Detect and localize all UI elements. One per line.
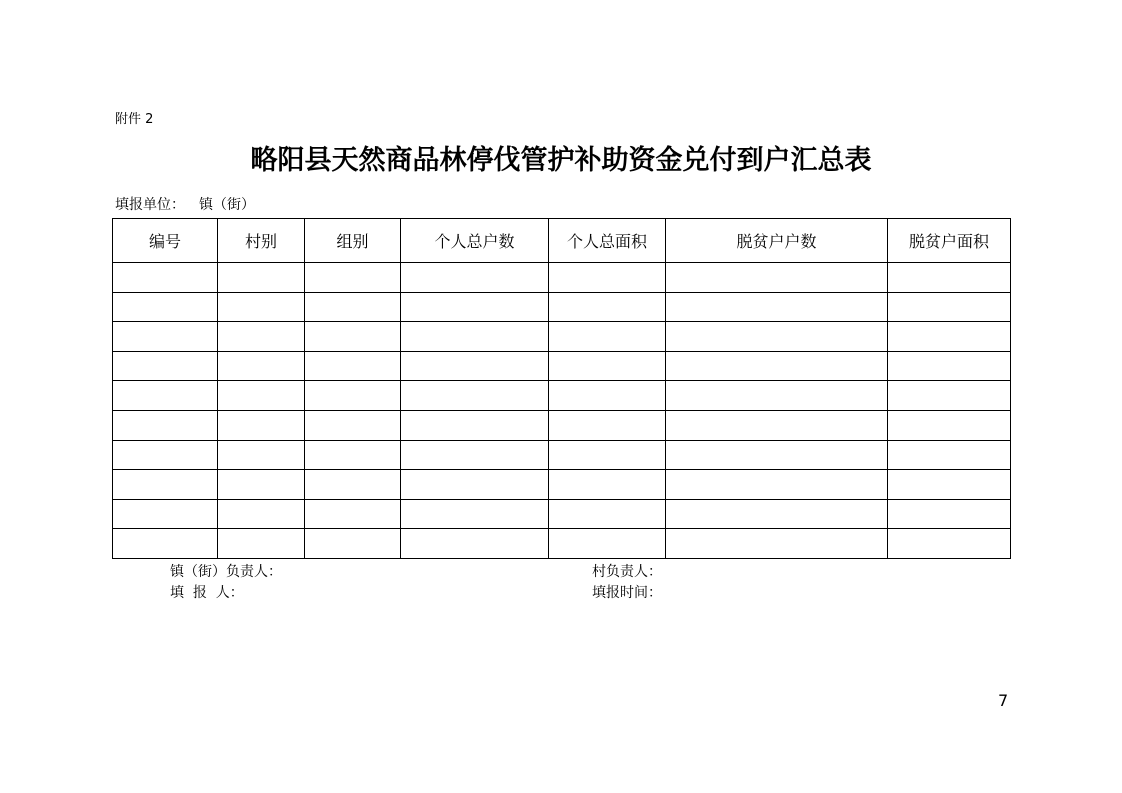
reporting-unit-label: 填报单位： bbox=[115, 197, 185, 213]
table-cell bbox=[666, 263, 888, 293]
table-cell bbox=[888, 263, 1011, 293]
table-cell bbox=[549, 263, 666, 293]
table-cell bbox=[888, 351, 1011, 381]
table-row bbox=[113, 529, 1011, 559]
table-cell bbox=[888, 410, 1011, 440]
table-cell bbox=[401, 499, 549, 529]
table-cell bbox=[666, 440, 888, 470]
table-cell bbox=[888, 381, 1011, 411]
table-cell bbox=[113, 499, 218, 529]
table-row bbox=[113, 351, 1011, 381]
table-cell bbox=[888, 440, 1011, 470]
table-cell bbox=[218, 351, 305, 381]
table-cell bbox=[218, 263, 305, 293]
table-cell bbox=[305, 470, 401, 500]
column-header-group: 组别 bbox=[305, 219, 401, 263]
table-cell bbox=[218, 322, 305, 352]
table-row bbox=[113, 322, 1011, 352]
table-cell bbox=[401, 292, 549, 322]
column-header-number: 编号 bbox=[113, 219, 218, 263]
table-cell bbox=[549, 529, 666, 559]
table-cell bbox=[666, 410, 888, 440]
table-cell bbox=[305, 440, 401, 470]
table-cell bbox=[305, 292, 401, 322]
fill-time-label: 填报时间： bbox=[592, 585, 662, 601]
table-cell bbox=[218, 440, 305, 470]
table-cell bbox=[401, 322, 549, 352]
column-header-poverty-area: 脱贫户面积 bbox=[888, 219, 1011, 263]
table-cell bbox=[401, 529, 549, 559]
table-cell bbox=[549, 470, 666, 500]
village-leader-label: 村负责人： bbox=[592, 564, 662, 580]
table-cell bbox=[305, 381, 401, 411]
table-cell bbox=[549, 381, 666, 411]
table-cell bbox=[401, 410, 549, 440]
table-cell bbox=[549, 440, 666, 470]
table-cell bbox=[666, 322, 888, 352]
table-row bbox=[113, 499, 1011, 529]
table-cell bbox=[113, 470, 218, 500]
table-cell bbox=[113, 410, 218, 440]
table-cell bbox=[401, 381, 549, 411]
table-cell bbox=[218, 381, 305, 411]
table-cell bbox=[305, 263, 401, 293]
table-cell bbox=[113, 351, 218, 381]
table-cell bbox=[113, 292, 218, 322]
table-cell bbox=[218, 529, 305, 559]
summary-table bbox=[112, 218, 1011, 559]
table-row bbox=[113, 381, 1011, 411]
table-cell bbox=[113, 322, 218, 352]
table-row bbox=[113, 263, 1011, 293]
table-row bbox=[113, 470, 1011, 500]
table-cell bbox=[549, 292, 666, 322]
table-cell bbox=[888, 529, 1011, 559]
document-title: 略阳县天然商品林停伐管护补助资金兑付到户汇总表 bbox=[250, 145, 872, 176]
table-cell bbox=[218, 470, 305, 500]
table-cell bbox=[113, 529, 218, 559]
table-cell bbox=[401, 263, 549, 293]
table-cell bbox=[549, 410, 666, 440]
table-header-row bbox=[113, 219, 1011, 263]
town-leader-label: 镇（街）负责人： bbox=[170, 564, 282, 580]
table-cell bbox=[305, 322, 401, 352]
table-cell bbox=[305, 351, 401, 381]
table-row bbox=[113, 440, 1011, 470]
table-cell bbox=[888, 292, 1011, 322]
table-cell bbox=[113, 381, 218, 411]
table-cell bbox=[666, 381, 888, 411]
table-cell bbox=[549, 499, 666, 529]
table-cell bbox=[549, 322, 666, 352]
column-header-total-households: 个人总户数 bbox=[401, 219, 549, 263]
table-row bbox=[113, 292, 1011, 322]
column-header-total-area: 个人总面积 bbox=[549, 219, 666, 263]
table-cell bbox=[401, 351, 549, 381]
table-cell bbox=[666, 470, 888, 500]
table-cell bbox=[549, 351, 666, 381]
table-cell bbox=[666, 292, 888, 322]
reporting-unit bbox=[115, 194, 255, 214]
table-cell bbox=[401, 470, 549, 500]
table-cell bbox=[401, 440, 549, 470]
table-cell bbox=[305, 410, 401, 440]
table-cell bbox=[218, 292, 305, 322]
table-row bbox=[113, 410, 1011, 440]
column-header-village: 村别 bbox=[218, 219, 305, 263]
reporting-unit-value: 镇（街） bbox=[199, 197, 255, 213]
table-cell bbox=[218, 499, 305, 529]
table-cell bbox=[113, 263, 218, 293]
table-cell bbox=[113, 440, 218, 470]
table-cell bbox=[218, 410, 305, 440]
table-cell bbox=[888, 499, 1011, 529]
attachment-label: 附件 2 bbox=[115, 112, 154, 127]
table-cell bbox=[305, 499, 401, 529]
page-number: 7 bbox=[998, 691, 1009, 710]
column-header-poverty-households: 脱贫户户数 bbox=[666, 219, 888, 263]
table-cell bbox=[888, 322, 1011, 352]
table-cell bbox=[888, 470, 1011, 500]
table-cell bbox=[666, 499, 888, 529]
filler-label: 填 报 人： bbox=[170, 585, 244, 601]
table-cell bbox=[305, 529, 401, 559]
table-cell bbox=[666, 529, 888, 559]
table-cell bbox=[666, 351, 888, 381]
